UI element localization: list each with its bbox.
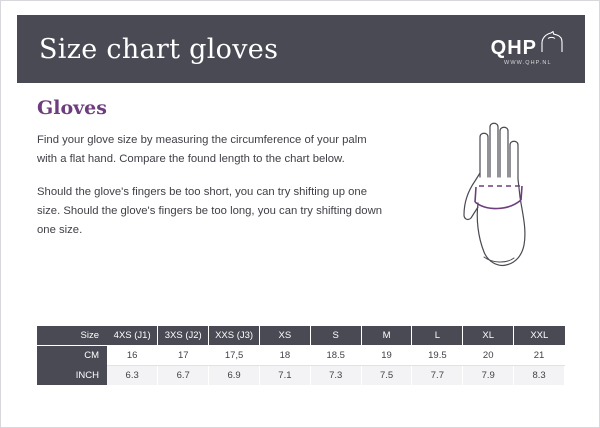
table-cell: 7.7 — [412, 366, 463, 386]
logo-url: WWW.QHP.NL — [504, 60, 552, 67]
table-col-header: M — [361, 326, 412, 346]
table-row — [37, 366, 565, 386]
table-cell: 16 — [107, 346, 158, 366]
table-cell: 7.3 — [310, 366, 361, 386]
table-col-header: XXL — [514, 326, 565, 346]
table-col-header: 3XS (J2) — [158, 326, 209, 346]
table-cell: 7.9 — [463, 366, 514, 386]
main-content — [17, 97, 585, 254]
table-cell: 17 — [158, 346, 209, 366]
table-col-header: S — [310, 326, 361, 346]
table-cell: 18 — [259, 346, 310, 366]
table-row-label: CM — [37, 346, 107, 366]
instruction-paragraph-1: Find your glove size by measuring the circumference of your palm with a flat hand. Compare the found length to the chart below. — [37, 134, 367, 165]
table-row — [37, 346, 565, 366]
table-head — [37, 326, 565, 346]
section-title: Gloves — [37, 97, 107, 119]
table-col-header: L — [412, 326, 463, 346]
page-header — [17, 15, 585, 83]
table-corner-label: Size — [37, 326, 107, 346]
page-title: Size chart gloves — [39, 33, 279, 65]
table-cell: 6.9 — [209, 366, 260, 386]
size-table-container — [37, 326, 565, 385]
table-row-label: INCH — [37, 366, 107, 386]
table-cell: 20 — [463, 346, 514, 366]
table-cell: 19 — [361, 346, 412, 366]
table-cell: 21 — [514, 346, 565, 366]
logo-row — [491, 31, 565, 58]
size-table — [37, 326, 565, 385]
brand-logo — [491, 31, 585, 67]
table-cell: 19.5 — [412, 346, 463, 366]
table-header-row — [37, 326, 565, 346]
table-col-header: XL — [463, 326, 514, 346]
glove-hand-measurement-diagram — [442, 107, 562, 287]
table-body — [37, 346, 565, 386]
table-cell: 17,5 — [209, 346, 260, 366]
table-cell: 18.5 — [310, 346, 361, 366]
table-cell: 6.7 — [158, 366, 209, 386]
instruction-paragraph-2: Should the glove's fingers be too short, you can try shifting up one size. Should the glove's fingers be too long, you can try shifting down one size. — [37, 186, 383, 236]
horse-head-icon — [539, 31, 565, 57]
table-col-header: 4XS (J1) — [107, 326, 158, 346]
table-cell: 7.5 — [361, 366, 412, 386]
table-cell: 8.3 — [514, 366, 565, 386]
table-cell: 6.3 — [107, 366, 158, 386]
table-col-header: XS — [259, 326, 310, 346]
table-cell: 7.1 — [259, 366, 310, 386]
table-col-header: XXS (J3) — [209, 326, 260, 346]
logo-wordmark: QHP — [490, 37, 537, 60]
instructions — [37, 131, 387, 239]
